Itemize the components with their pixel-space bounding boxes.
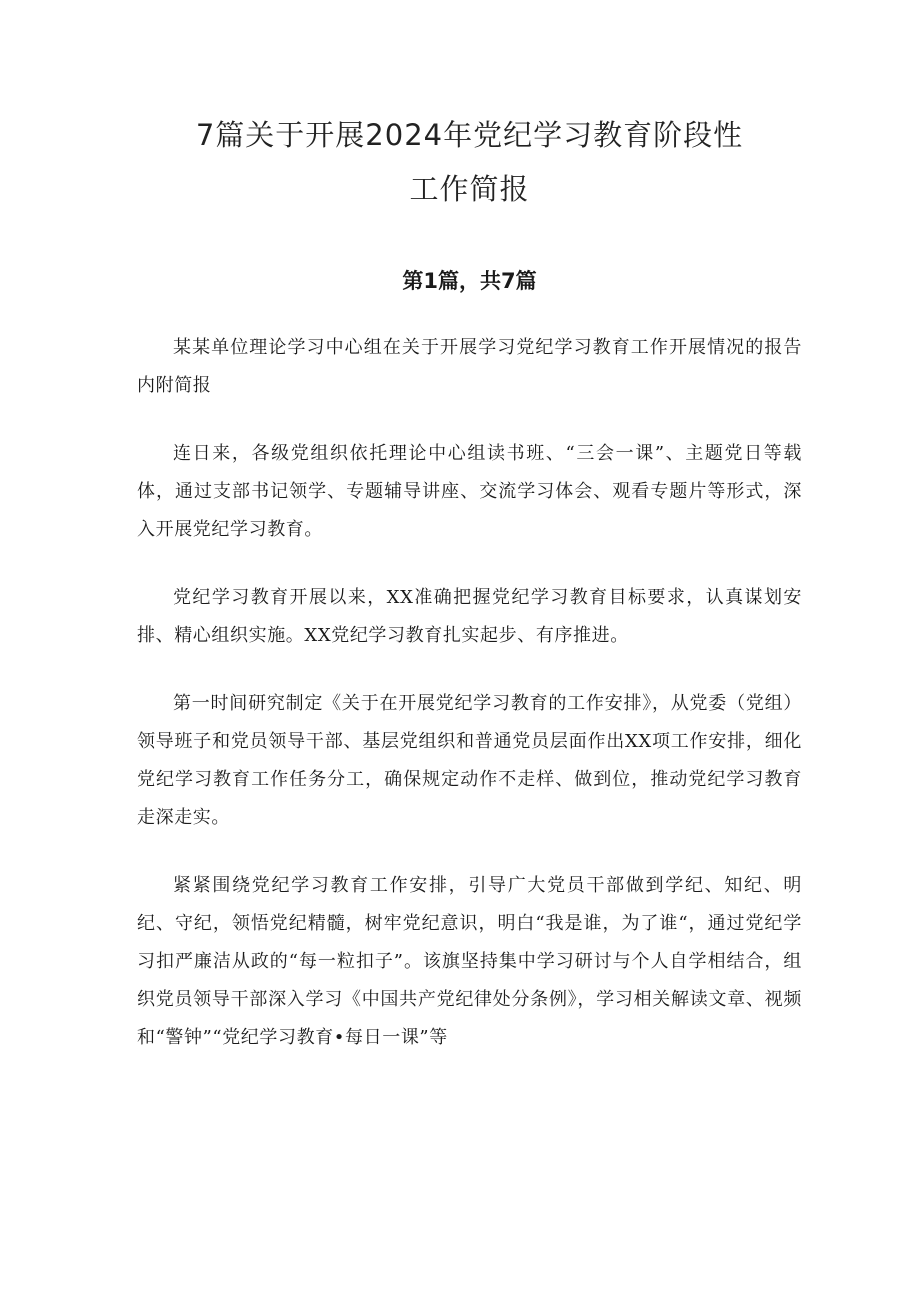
document-title-line-2: 工作简报 — [409, 172, 530, 206]
paragraph-2: 连日来，各级党组织依托理论中心组读书班、“三会一课”、主题党日等载体，通过支部书记领学、专题辅导讲座、交流学习体会、观看专题片等形式，深入开展党纪学习教育。 — [137, 443, 802, 540]
document-title — [137, 108, 802, 216]
document-title-line-1: 7篇关于开展2024年党纪学习教育阶段性 — [195, 118, 744, 152]
paragraph-4: 第一时间研究制定《关于在开展党纪学习教育的工作安排》，从党委（党组）领导班子和党员领导干部、基层党组织和普通党员层面作出XX项工作安排，细化党纪学习教育工作任务分工，确保规定动作不走样、做到位，推动党纪学习教育走深走实。 — [137, 693, 802, 828]
document-body — [137, 329, 802, 1057]
paragraph-5: 紧紧围绕党纪学习教育工作安排，引导广大党员干部做到学纪、知纪、明纪、守纪，领悟党纪精髓，树牢党纪意识，明白“我是谁，为了谁“，通过党纪学习扣严廉洁从政的“每一粒扣子”。该旗坚持集中学习研讨与个人自学相结合，组织党员领导干部深入学习《中国共产党纪律处分条例》，学习相关解读文章、视频和“警钟”“党纪学习教育•每日一课”等 — [137, 875, 802, 1048]
part-heading: 第1篇，共7篇 — [402, 269, 537, 293]
paragraph-3: 党纪学习教育开展以来，XX准确把握党纪学习教育目标要求，认真谋划安排、精心组织实施。XX党纪学习教育扎实起步、有序推进。 — [137, 587, 802, 646]
paragraph-1: 某某单位理论学习中心组在关于开展学习党纪学习教育工作开展情况的报告内附简报 — [137, 337, 802, 396]
